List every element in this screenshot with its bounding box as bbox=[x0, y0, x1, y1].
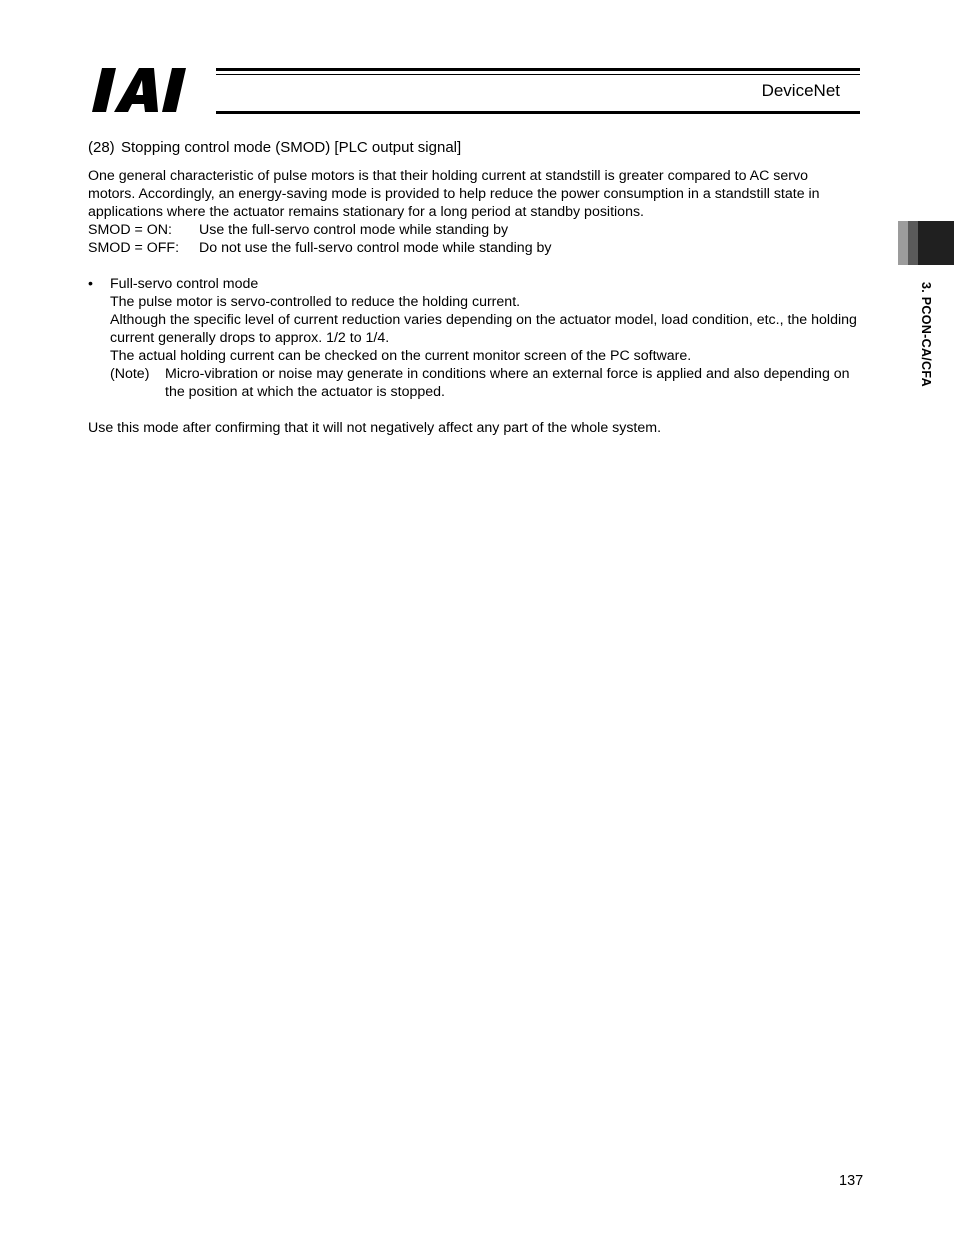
bullet-item bbox=[88, 275, 858, 401]
intro-paragraph: One general characteristic of pulse motors is that their holding current at standstill is greater compared to AC servo motors. Accordingly, an energy-saving mode is provided to help reduce the power consumption in a standstill state in applications where the actuator remains stationary for a long period at standby positions. bbox=[88, 168, 820, 220]
body-text bbox=[88, 167, 858, 437]
definition-desc: Do not use the full-servo control mode while standing by bbox=[199, 240, 552, 256]
section-heading bbox=[88, 138, 461, 157]
section-title: Stopping control mode (SMOD) [PLC output signal] bbox=[121, 139, 462, 156]
page-number: 137 bbox=[839, 1173, 864, 1189]
definition-row bbox=[88, 221, 858, 239]
bullet-mark: • bbox=[88, 276, 93, 292]
section-number: (28) bbox=[88, 139, 115, 156]
closing-paragraph: Use this mode after confirming that it will not negatively affect any part of the whole system. bbox=[88, 420, 662, 436]
note-label: (Note) bbox=[110, 366, 150, 382]
iai-logo bbox=[92, 66, 208, 114]
definition-desc: Use the full-servo control mode while standing by bbox=[199, 222, 509, 238]
definition-term: SMOD = ON: bbox=[88, 222, 172, 238]
bullet-body bbox=[110, 275, 858, 401]
svg-text:IAI: IAI bbox=[92, 66, 94, 67]
note-text: Micro-vibration or noise may generate in conditions where an external force is applied and also depending on the position at which the actuator is stopped. bbox=[165, 366, 850, 400]
chapter-tab-label: 3. PCON-CA/CFA bbox=[919, 282, 933, 387]
bullet-title: Full-servo control mode bbox=[110, 276, 259, 292]
bullet-line: Although the specific level of current reduction varies depending on the actuator model, load condition, etc., the holding current generally drops to approx. 1/2 to 1/4. bbox=[110, 312, 857, 346]
definition-term: SMOD = OFF: bbox=[88, 240, 180, 256]
header-title: DeviceNet bbox=[761, 81, 840, 100]
bullet-line: The pulse motor is servo-controlled to reduce the holding current. bbox=[110, 294, 521, 310]
definition-row bbox=[88, 239, 858, 257]
note bbox=[110, 365, 858, 401]
bullet-line: The actual holding current can be checked on the current monitor screen of the PC software. bbox=[110, 348, 692, 364]
chapter-tab-marker bbox=[898, 221, 954, 265]
